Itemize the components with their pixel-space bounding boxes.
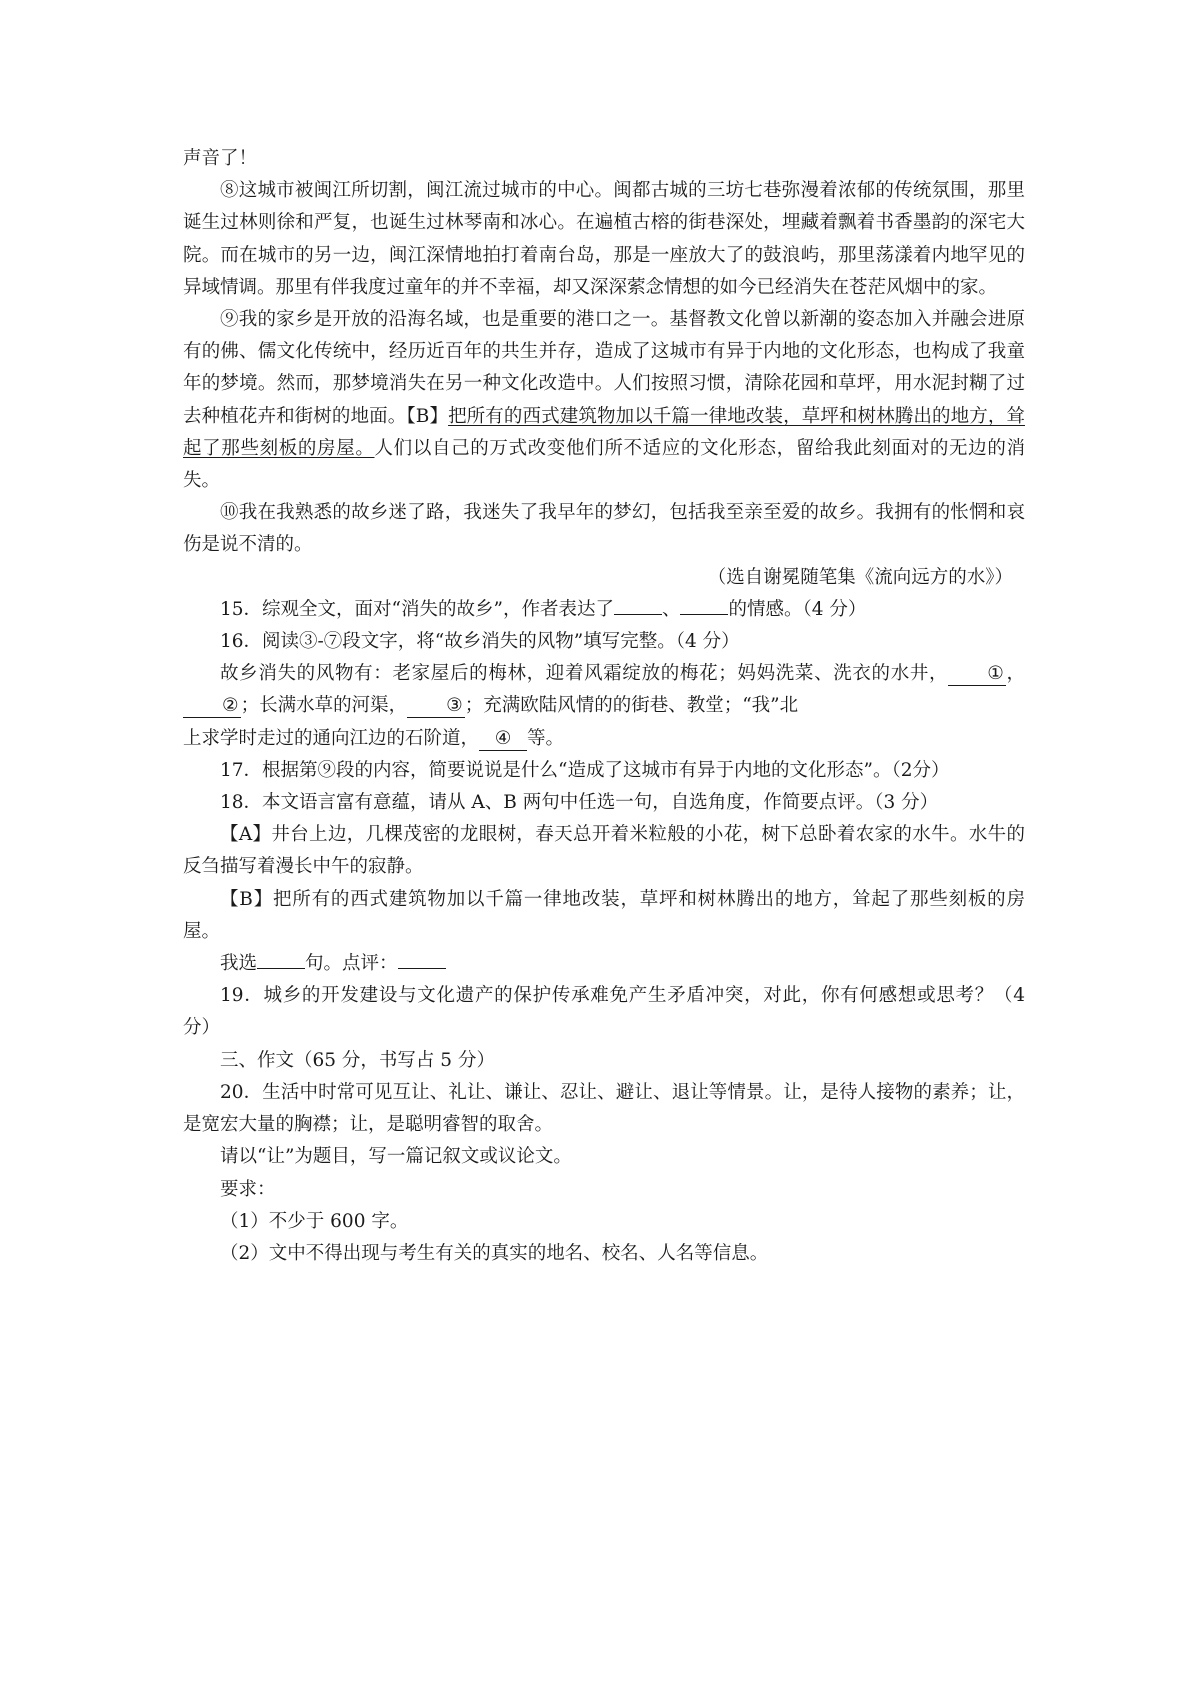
answer-blank-1[interactable]: ① xyxy=(948,663,1006,686)
question-15-tail: 的情感。（4 分） xyxy=(728,598,867,620)
question-16-fill-in xyxy=(183,658,1025,722)
requirements-title: 要求： xyxy=(220,1178,276,1200)
essay-prompt: 请以“让”为题目，写一篇记叙文或议论文。 xyxy=(220,1146,572,1168)
question-20: 20．生活中时常可见互让、礼让、谦让、忍让、避让、退让等情景。让，是待人接物的素养；让，是宽宏大量的胸襟；让，是聪明睿智的取舍。 xyxy=(183,1081,1025,1136)
paragraph-9-text: ⑨我的家乡是开放的沿海名域，也是重要的港口之一。基督教文化曾以新潮的姿态加入并融会进原有的佛、儒文化传统中，经历近百年的共生并存，造成了这城市有异于内地的文化形态，也构成了我童年的梦境。然而，那梦境消失在另一种文化改造中。人们按照习惯，清除花园和草坪，用水泥封糊了过去种植花卉和街树的地面。 xyxy=(183,309,1025,427)
source-citation: （选自谢冕随笔集《流向远方的水》） xyxy=(707,566,1013,588)
fill-in-text: ；长满水草的河渠， xyxy=(240,695,408,717)
question-18-answer-line xyxy=(183,948,1025,980)
fill-in-text: ；充满欧陆风情的的街巷、教堂；“我”北 xyxy=(464,695,799,717)
separator: ， xyxy=(1005,663,1025,685)
question-16-fill-in-cont xyxy=(183,723,1025,755)
paragraph-9 xyxy=(183,304,1025,497)
fill-in-text: 上求学时走过的通向江边的石阶道， xyxy=(183,727,480,749)
fill-in-text: 等。 xyxy=(527,727,565,749)
answer-blank-2[interactable]: ② xyxy=(183,695,241,718)
sentence-b-underlined: 把所有的西式建筑物加以千篇一律地改装，草坪和树林腾出的地方，耸起了那些刻板的房屋。 xyxy=(183,405,1025,459)
answer-blank[interactable] xyxy=(614,614,662,615)
sentence-b: 【B】把所有的西式建筑物加以千篇一律地改装，草坪和树林腾出的地方，耸起了那些刻板的房屋。 xyxy=(183,888,1025,942)
question-19: 19．城乡的开发建设与文化遗产的保护传承难免产生矛盾冲突，对此，你有何感想或思考？（4 分） xyxy=(183,985,1025,1039)
answer-blank[interactable] xyxy=(398,968,446,969)
answer-blank[interactable] xyxy=(680,614,728,615)
separator: 、 xyxy=(661,598,681,620)
sentence-a: 【A】井台上边，几棵茂密的龙眼树，春天总开着米粒般的小花，树下总卧着农家的水牛。水牛的反刍描写着漫长中午的寂静。 xyxy=(183,824,1025,878)
question-17: 17．根据第⑨段的内容，简要说说是什么“造成了这城市有异于内地的文化形态”。（2分） xyxy=(220,759,950,781)
section-heading: 三、作文（65 分，书写占 5 分） xyxy=(220,1049,495,1071)
sentence-b-marker: 【B】 xyxy=(406,405,449,427)
question-16: 16．阅读③-⑦段文字，将“故乡消失的风物”填写完整。（4 分） xyxy=(220,631,740,653)
question-15-text: 15．综观全文，面对“消失的故乡”，作者表达了 xyxy=(220,598,614,620)
paragraph-10: ⑩我在我熟悉的故乡迷了路，我迷失了我早年的梦幻，包括我至亲至爱的故乡。我拥有的怅惘和哀伤是说不清的。 xyxy=(183,502,1025,556)
answer-label: 句。点评： xyxy=(305,953,398,975)
answer-blank[interactable] xyxy=(257,968,305,969)
question-15 xyxy=(183,594,1025,626)
paragraph-7-ending: 声音了！ xyxy=(183,148,258,169)
exam-page xyxy=(183,143,1025,1270)
question-18: 18．本文语言富有意蕴，请从 A、B 两句中任选一句，自选角度，作简要点评。（3 分） xyxy=(220,792,939,814)
paragraph-8: ⑧这城市被闽江所切割，闽江流过城市的中心。闽都古城的三坊七巷弥漫着浓郁的传统氛围，那里诞生过林则徐和严复，也诞生过林琴南和冰心。在遍植古榕的街巷深处，埋藏着飘着书香墨韵的深宅大院。而在城市的另一边，闽江深情地拍打着南台岛，那是一座放大了的鼓浪屿，那里荡漾着内地罕见的异域情调。那里有伴我度过童年的并不幸福，却又深深萦念情想的如今已经消失在苍茫风烟中的家。 xyxy=(183,180,1025,298)
paragraph-9-tail: 人们以自己的万式改变他们所不适应的文化形态，留给我此刻面对的无边的消失。 xyxy=(183,437,1025,492)
answer-prefix: 我选 xyxy=(220,953,258,975)
requirement-2: （2）文中不得出现与考生有关的真实的地名、校名、人名等信息。 xyxy=(220,1242,769,1264)
answer-blank-3[interactable]: ③ xyxy=(407,695,465,718)
requirement-1: （1）不少于 600 字。 xyxy=(220,1210,409,1232)
fill-in-text: 故乡消失的风物有：老家屋后的梅林，迎着风霜绽放的梅花；妈妈洗菜、洗衣的水井， xyxy=(220,663,949,685)
answer-blank-4[interactable]: ④ xyxy=(479,728,527,751)
